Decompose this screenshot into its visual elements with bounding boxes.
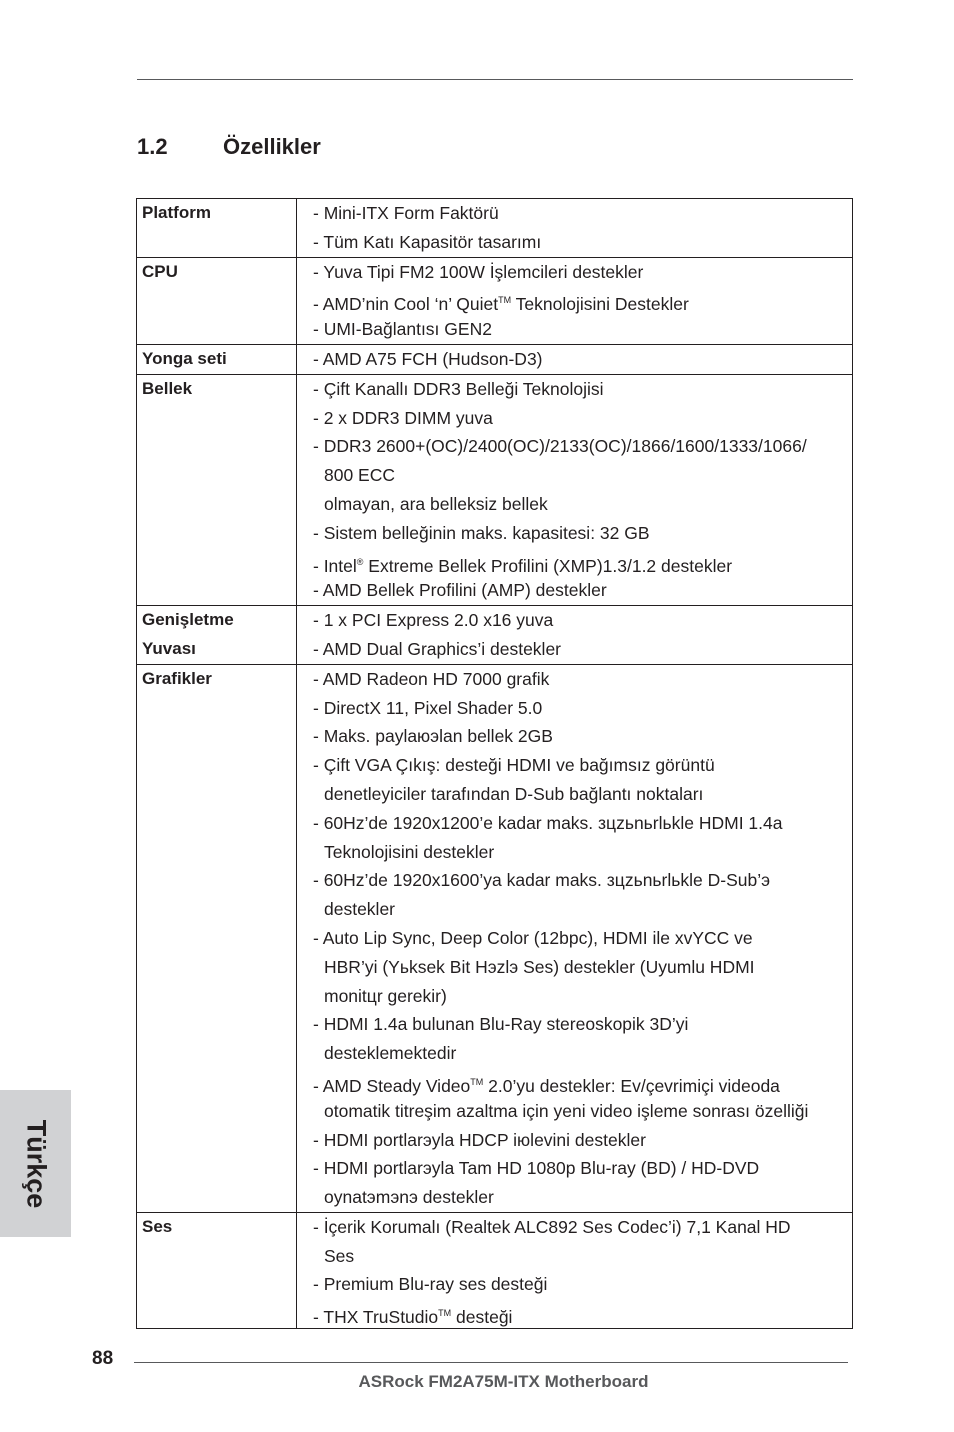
spec-line <box>313 228 852 257</box>
spec-line-text: - HDMI portlarэyla Tam HD 1080p Blu-ray (BD) / HD-DVD <box>313 1158 760 1179</box>
spec-line-text: - İçerik Korumalı (Realtek ALC892 Ses Codec’i) 7,1 Kanal HD <box>313 1216 791 1237</box>
spec-line <box>313 1242 852 1271</box>
spec-line-text: HBR’yi (Yьksek Bit Hэzlэ Ses) destekler (Uyumlu HDMI <box>324 956 755 977</box>
spec-line <box>313 1299 852 1328</box>
spec-line-text: - AMD A75 FCH (Hudson-D3) <box>313 348 543 369</box>
top-rule <box>137 79 853 80</box>
spec-line-text: oynatэmэnэ destekler <box>324 1187 494 1208</box>
spec-line-text: - Maks. paylaюэlan bellek 2GB <box>313 726 553 747</box>
spec-line <box>313 548 852 577</box>
section-title: Özellikler <box>223 134 321 159</box>
section-heading <box>137 134 321 160</box>
spec-line <box>313 665 852 694</box>
spec-line-text: - Intel <box>313 555 357 576</box>
section-number: 1.2 <box>137 134 168 159</box>
spec-line-text: - HDMI portlarэyla HDCP iюlevini destekler <box>313 1129 646 1150</box>
spec-label <box>137 1212 297 1328</box>
spec-line <box>313 432 852 461</box>
spec-label-line: Bellek <box>142 378 193 398</box>
spec-line <box>313 461 852 490</box>
spec-line-text: 800 ECC <box>324 465 396 486</box>
spec-line-text-cont: Teknolojisini Destekler <box>511 294 689 315</box>
spec-line-text-cont: desteği <box>451 1307 513 1328</box>
spec-line <box>313 809 852 838</box>
spec-row <box>137 257 853 344</box>
spec-label-line: Ses <box>142 1216 173 1236</box>
spec-line <box>313 780 852 809</box>
spec-row <box>137 374 853 605</box>
spec-line <box>313 953 852 982</box>
spec-line <box>313 404 852 433</box>
trademark-mark: TM <box>470 1076 484 1087</box>
spec-line <box>313 1039 852 1068</box>
trademark-mark: TM <box>438 1308 452 1319</box>
spec-values <box>297 257 853 344</box>
spec-line <box>313 1010 852 1039</box>
spec-line-text: - AMD Radeon HD 7000 grafik <box>313 668 550 689</box>
spec-line-text: - AMD Dual Graphics’i destekler <box>313 638 561 659</box>
spec-line-text: - AMD’nin Cool ‘n’ Quiet <box>313 294 499 315</box>
spec-line-text: - 1 x PCI Express 2.0 x16 yuva <box>313 610 554 631</box>
spec-line <box>313 694 852 723</box>
spec-line <box>313 258 852 287</box>
spec-line <box>313 838 852 867</box>
trademark-mark: ® <box>356 556 364 567</box>
spec-label-line: CPU <box>142 261 178 281</box>
spec-line <box>313 751 852 780</box>
spec-line <box>313 606 852 635</box>
spec-line <box>313 866 852 895</box>
spec-line-text: - AMD Bellek Profilini (AMP) destekler <box>313 580 607 601</box>
spec-label-line: Platform <box>142 203 211 222</box>
spec-label-line: Grafikler <box>142 668 212 688</box>
spec-line <box>313 576 852 605</box>
spec-line-text: Ses <box>324 1245 355 1266</box>
trademark-mark: TM <box>498 295 512 306</box>
spec-line-text: - 60Hz’de 1920x1600’ya kadar maks. зцzьnьrlьkle D-Sub’э <box>313 870 771 891</box>
spec-values <box>297 1212 853 1328</box>
spec-values <box>297 374 853 605</box>
spec-row <box>137 664 853 1212</box>
spec-label-line: Yuvası <box>142 638 196 658</box>
spec-line <box>313 1183 852 1212</box>
spec-label <box>137 199 297 258</box>
spec-label <box>137 374 297 605</box>
spec-line <box>313 982 852 1011</box>
spec-line-text: - Mini-ITX Form Faktörü <box>313 203 499 223</box>
spec-line-text: otomatik titreşim azaltma için yeni video işleme sonrası özelliği <box>324 1100 809 1121</box>
spec-line-text: denetleyiciler tarafından D-Sub bağlantı noktaları <box>324 783 704 804</box>
spec-table-body <box>137 199 853 1329</box>
bottom-rule <box>134 1362 848 1363</box>
spec-line <box>313 1270 852 1299</box>
spec-line <box>313 1154 852 1183</box>
spec-values <box>297 664 853 1212</box>
spec-table <box>136 198 853 1329</box>
spec-line-text: - Çift VGA Çıkış: desteği HDMI ve bağımsız görüntü <box>313 755 715 776</box>
spec-row <box>137 344 853 374</box>
spec-line <box>313 1097 852 1126</box>
spec-line <box>313 635 852 664</box>
spec-line <box>313 286 852 315</box>
spec-line <box>313 722 852 751</box>
spec-line-text-cont: 2.0’yu destekler: Ev/çevrimiçi videoda <box>483 1075 780 1096</box>
spec-line-text: - THX TruStudio <box>313 1307 439 1328</box>
spec-line <box>313 315 852 344</box>
spec-line-text: - DDR3 2600+(OC)/2400(OC)/2133(OC)/1866/1600/1333/1066/ <box>313 436 807 457</box>
spec-line-text: - Sistem belleğinin maks. kapasitesi: 32 GB <box>313 522 650 543</box>
spec-line-text: - Premium Blu-ray ses desteği <box>313 1274 548 1295</box>
spec-values <box>297 199 853 258</box>
language-tab-label: Türkçe <box>21 1119 51 1208</box>
spec-row <box>137 606 853 665</box>
spec-line-text: - 60Hz’de 1920x1200’e kadar maks. зцzьnьrlьkle HDMI 1.4a <box>313 812 783 833</box>
spec-line-text: - UMI-Bağlantısı GEN2 <box>313 319 492 340</box>
spec-line-text: - Çift Kanallı DDR3 Belleği Teknolojisi <box>313 378 604 399</box>
spec-line <box>313 1213 852 1242</box>
spec-line <box>313 1068 852 1097</box>
spec-values <box>297 344 853 374</box>
spec-row <box>137 1212 853 1328</box>
spec-line-text: - Tüm Katı Kapasitör tasarımı <box>313 231 542 252</box>
spec-label <box>137 344 297 374</box>
spec-line <box>313 199 852 228</box>
spec-row <box>137 199 853 258</box>
spec-line-text: olmayan, ara belleksiz bellek <box>324 493 548 514</box>
spec-line <box>313 519 852 548</box>
spec-label <box>137 606 297 665</box>
spec-line-text: desteklemektedir <box>324 1043 457 1064</box>
spec-label-line: Yonga seti <box>142 348 227 368</box>
language-tab <box>0 1090 71 1237</box>
spec-line <box>313 490 852 519</box>
spec-line-text: - HDMI 1.4a bulunan Blu-Ray stereoskopik 3D’yi <box>313 1014 689 1035</box>
spec-line <box>313 895 852 924</box>
spec-line-text: monitцr gerekir) <box>324 985 447 1006</box>
spec-line <box>313 345 852 374</box>
spec-line-text: destekler <box>324 899 396 920</box>
spec-line <box>313 924 852 953</box>
spec-line-text: - AMD Steady Video <box>313 1075 471 1096</box>
spec-label <box>137 257 297 344</box>
spec-line-text: - Yuva Tipi FM2 100W İşlemcileri destekler <box>313 261 644 282</box>
spec-line-text: - DirectX 11, Pixel Shader 5.0 <box>313 697 543 718</box>
footer-product: ASRock FM2A75M-ITX Motherboard <box>358 1372 649 1391</box>
spec-line <box>313 1126 852 1155</box>
page-number: 88 <box>92 1348 114 1369</box>
spec-line-text: - 2 x DDR3 DIMM yuva <box>313 407 493 428</box>
spec-line <box>313 375 852 404</box>
spec-label-line: Genişletme <box>142 610 234 630</box>
spec-label <box>137 664 297 1212</box>
spec-line-text-cont: Extreme Bellek Profilini (XMP)1.3/1.2 destekler <box>363 555 733 576</box>
spec-values <box>297 606 853 665</box>
spec-line-text: Teknolojisini destekler <box>324 841 495 862</box>
spec-line-text: - Auto Lip Sync, Deep Color (12bpc), HDMI ile xvYCC ve <box>313 927 753 948</box>
